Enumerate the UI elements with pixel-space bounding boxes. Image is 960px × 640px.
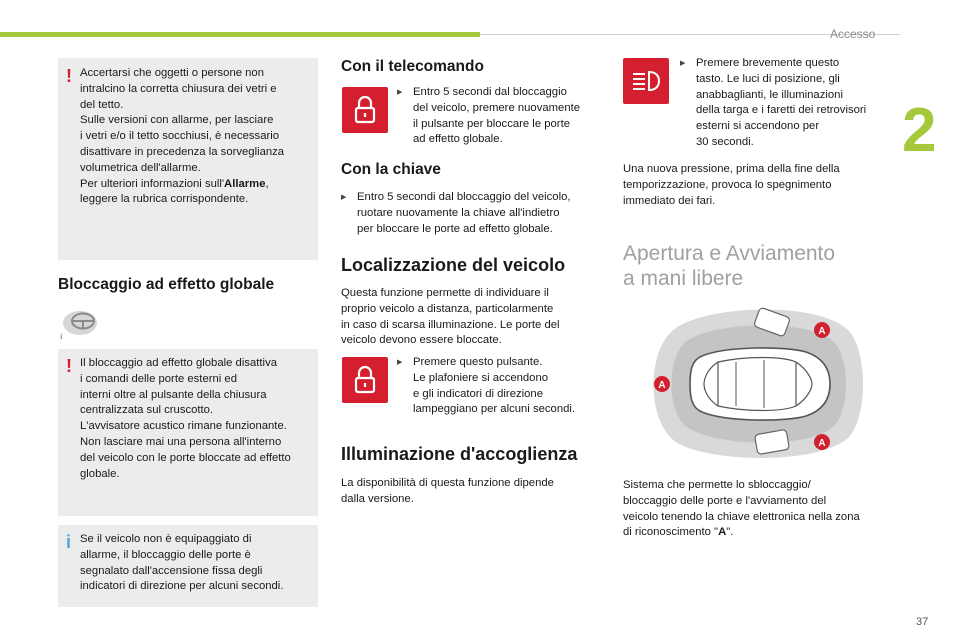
lock-button-icon xyxy=(342,357,388,403)
info-text-no-alarm: Se il veicolo non è equipaggiato di allarme, il bloccaggio delle porte è segnalato dall'accensione fissa degli indicatori di direzione per alcuni secondi. xyxy=(80,533,284,593)
locate-title: Localizzazione del veicolo xyxy=(341,255,566,275)
header-accent-bar xyxy=(0,32,480,37)
handsfree-zone-illustration xyxy=(636,300,864,468)
handsfree-title: Apertura e Avviamento a mani libere xyxy=(623,242,836,290)
lights-instruction: ▶ Premere brevemente questo tasto. Le luci di posizione, gli anabbaglianti, le illuminazioni della targa e i faretti dei retrovisori esterni si accendono per 30 secondi. xyxy=(680,56,895,151)
remote-title: Con il telecomando xyxy=(341,58,484,75)
section-name: Accesso xyxy=(830,27,876,41)
locate-description: Questa funzione permette di individuare il proprio veicolo a distanza, particolarmente in caso di scarsa illuminazione. Le porte del veicolo devono essere bloccate. xyxy=(341,287,560,347)
steering-wheel-icon xyxy=(58,308,102,340)
locate-instruction: ▶ Premere questo pulsante. Le plafoniere si accendono e gli indicatori di direzione lampeggiano per alcuni secondi. xyxy=(397,355,607,418)
handsfree-description: Sistema che permette lo sbloccaggio/ bloccaggio delle porte e l'avviamento del veicolo tenendo la chiave elettronica nella zona di riconoscimento "A". xyxy=(623,479,860,539)
chapter-number: 2 xyxy=(902,96,937,165)
welcome-light-description: La disponibilità di questa funzione dipende dalla versione. xyxy=(341,477,554,505)
headlamp-button-icon xyxy=(623,58,669,104)
page-number: 37 xyxy=(916,616,929,628)
warning-text-global-lock: Il bloccaggio ad effetto globale disattiva i comandi delle porte esterni ed interni oltre al pulsante della chiusura centralizzata sul cruscotto. L'avvisatore acustico rimane funzionante. Non lasciare mai una persona all'interno del veicolo con le porte bloccate ad effetto globale. xyxy=(80,357,291,480)
remote-instruction: ▶ Entro 5 secondi dal bloccaggio del veicolo, premere nuovamente il pulsante per bloccare le porte ad effetto globale. xyxy=(397,85,607,148)
welcome-light-title: Illuminazione d'accoglienza xyxy=(341,444,578,464)
svg-text:A: A xyxy=(818,326,826,337)
warning-exclamation-icon: ! xyxy=(66,356,72,376)
info-icon: i xyxy=(66,532,72,552)
key-title: Con la chiave xyxy=(341,161,441,178)
svg-text:ℹ: ℹ xyxy=(60,334,63,340)
key-instruction: ▶ Entro 5 secondi dal bloccaggio del veicolo, ruotare nuovamente la chiave all'indietro per bloccare le porte ad effetto globale. xyxy=(341,190,611,237)
svg-text:A: A xyxy=(818,438,826,449)
warning-text-windows: Accertarsi che oggetti o persone non intralcino la corretta chiusura dei vetri e del tetto. Sulle versioni con allarme, per lasciare i vetri e/o il tetto socchiusi, è necessario disattivare in precedenza la sorveglianza volumetrica dell'allarme. Per ulteriori informazioni sull'Allarme, leggere la rubrica corrispondente. xyxy=(80,67,285,206)
lights-description: Una nuova pressione, prima della fine della temporizzazione, provoca lo spegnimento immediato dei fari. xyxy=(623,163,840,207)
svg-text:A: A xyxy=(658,380,666,391)
global-lock-title: Bloccaggio ad effetto globale xyxy=(58,276,275,293)
warning-exclamation-icon: ! xyxy=(66,66,72,86)
lock-button-icon xyxy=(342,87,388,133)
